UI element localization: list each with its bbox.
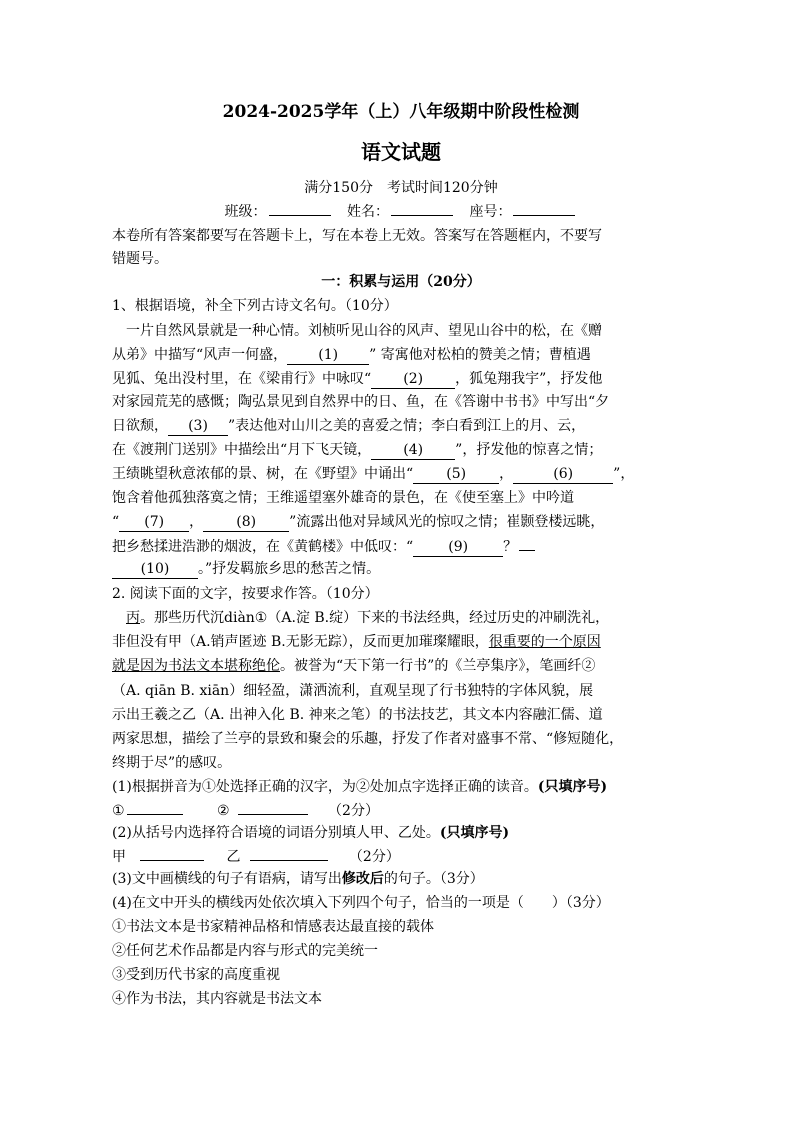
q1-blank-10: (10) bbox=[112, 560, 198, 579]
answer-blank-jia bbox=[140, 846, 204, 861]
q1-line-4: 对家园荒芜的感慨；陶弘景见到自然界中的日、鱼，在《答谢中书书》中写出“夕 bbox=[112, 394, 610, 410]
q1-line-7: 王绩眺望秋意浓郁的景、树，在《野望》中诵出“ (5) ， (6) ”， bbox=[112, 466, 635, 482]
faulty-sentence-part-1: 很重要的一个原因 bbox=[488, 634, 601, 650]
q2-passage-line-2: 非但没有甲（A.销声匿迹 B.无影无踪），反而更加璀璨耀眼，很重要的一个原因 bbox=[112, 634, 601, 650]
answer-blank-2 bbox=[238, 800, 308, 815]
q2-sub-4: (4)在文中开头的横线丙处依次填入下列四个句子，恰当的一项是（ ）（3分） bbox=[112, 895, 610, 911]
student-info-row bbox=[112, 201, 690, 222]
option-1: ①书法文本是书家精神品格和情感表达最直接的载体 bbox=[112, 919, 434, 935]
class-blank bbox=[269, 201, 331, 216]
class-label: 班级： bbox=[224, 204, 267, 220]
name-blank bbox=[391, 201, 453, 216]
q1-stem: 1、根据语境，补全下列古诗文名句。（10分） bbox=[112, 298, 398, 314]
q2-passage-line-6: 两家思想，描绘了兰亭的景致和聚会的乐趣，抒发了作者对盛事不常、“修短随化， bbox=[112, 731, 624, 747]
q2-stem: 2. 阅读下面的文字，按要求作答。（10分） bbox=[112, 586, 379, 602]
q1-line-8: 饱含着他孤独落寞之情；王维遥望塞外雄奇的景色，在《使至塞上》中吟道 bbox=[112, 490, 574, 506]
q2-sub-1-answers: ① ② （2分） bbox=[112, 800, 690, 821]
q1-line-6: 在《渡荆门送别》中描绘出“月下飞天镜， (4) ”，抒发他的惊喜之情； bbox=[112, 442, 603, 458]
subject-title: 语文试题 bbox=[361, 140, 441, 164]
answer-blank-1 bbox=[127, 800, 183, 815]
q1-line-3: 见狐、兔出没村里，在《梁甫行》中咏叹“ (2) ，狐兔翔我宇”，抒发他 bbox=[112, 371, 603, 387]
exam-info: 满分150分 考试时间120分钟 bbox=[304, 180, 498, 196]
q2-passage-line-5: 示出王羲之乙（A. 出神入化 B. 神来之笔）的书法技艺，其文本内容融汇儒、道 bbox=[112, 707, 603, 723]
name-label: 姓名： bbox=[347, 204, 389, 220]
option-2: ②任何艺术作品都是内容与形式的完美统一 bbox=[112, 943, 378, 959]
section-heading: 一：积累与运用（20分） bbox=[321, 274, 481, 290]
exam-title: 2024-2025学年（上）八年级期中阶段性检测 bbox=[222, 102, 580, 122]
option-3: ③受到历代书家的高度重视 bbox=[112, 967, 280, 983]
q1-line-2: 从弟》中描写“风声一何盛， (1) ” 寄寓他对松柏的赞美之情；曹植遇 bbox=[112, 347, 591, 363]
q1-blank-8: (8) bbox=[203, 513, 289, 532]
faulty-sentence-part-2: 就是因为书法文本堪称绝伦 bbox=[112, 658, 280, 674]
q1-blank-2: (2) bbox=[371, 370, 455, 389]
q1-blank-4: (4) bbox=[371, 441, 455, 460]
q1-line-10: 把乡愁揉进浩渺的烟波，在《黄鹤楼》中低叹：“ (9) ？ bbox=[112, 536, 690, 557]
blank-bing: 丙 bbox=[126, 610, 140, 626]
q1-blank-1: (1) bbox=[287, 346, 369, 365]
option-4: ④作为书法，其内容就是书法文本 bbox=[112, 991, 322, 1007]
q1-line-5: 日欲颓， (3) ”表达他对山川之美的喜爱之情；李白看到江上的月、云， bbox=[112, 418, 586, 434]
q1-blank-3: (3) bbox=[168, 417, 228, 436]
q2-sub-1: (1)根据拼音为①处选择正确的汉字，为②处加点字选择正确的读音。(只填序号) bbox=[112, 779, 608, 795]
seat-label: 座号： bbox=[469, 204, 512, 220]
q2-passage-line-7: 终期于尽”的感叹。 bbox=[112, 755, 232, 771]
q1-blank-6: (6) bbox=[513, 465, 613, 484]
q2-passage-line-3: 就是因为书法文本堪称绝伦。被誉为“天下第一行书”的《兰亭集序》，笔画纤② bbox=[112, 658, 596, 674]
q1-blank-5: (5) bbox=[413, 465, 499, 484]
q1-line-11: (10) 。”抒发羁旅乡思的愁苦之情。 bbox=[112, 559, 690, 579]
q2-sub-3: (3)文中画横线的句子有语病，请写出修改后的句子。（3分） bbox=[112, 871, 484, 887]
q1-line-9: “ (7) ， (8) ”流露出他对异域风光的惊叹之情；崔颢登楼远眺， bbox=[112, 514, 605, 530]
seat-blank bbox=[513, 201, 575, 216]
q1-blank-7: (7) bbox=[119, 513, 189, 532]
instructions-line-1: 本卷所有答案都要写在答题卡上，写在本卷上无效。答案写在答题框内，不要写 bbox=[112, 228, 602, 244]
q2-sub-2: (2)从括号内选择符合语境的词语分别填人甲、乙处。(只填序号) bbox=[112, 825, 510, 841]
q1-blank-10-start bbox=[519, 536, 535, 551]
answer-blank-yi bbox=[250, 846, 328, 861]
q2-sub-2-answers: 甲 乙 （2分） bbox=[112, 846, 690, 867]
q1-blank-9: (9) bbox=[413, 538, 503, 557]
q2-passage-line-1: 丙。那些历代沉diàn①（A.淀 B.绽）下来的书法经典，经过历史的冲刷洗礼， bbox=[126, 610, 610, 626]
q1-line-1: 一片自然风景就是一种心情。刘桢听见山谷的风声、望见山谷中的松，在《赠 bbox=[126, 323, 602, 339]
instructions-line-2: 错题号。 bbox=[112, 251, 168, 267]
q2-passage-line-4: （A. qiān B. xiān）细轻盈，潇洒流利，直观呈现了行书独特的字体风貌，展 bbox=[112, 683, 594, 699]
